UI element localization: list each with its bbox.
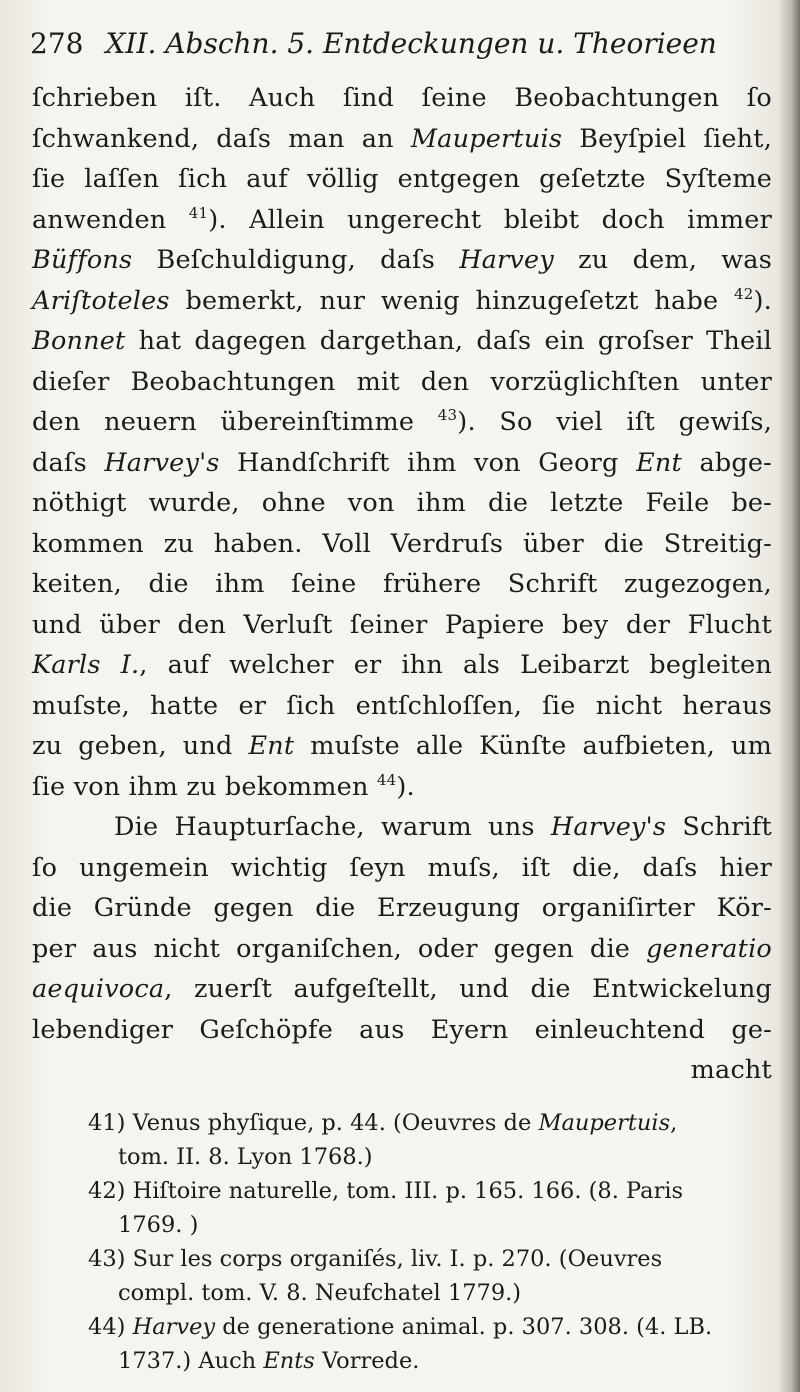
- text-line: kommen zu haben. Voll Verdruſs über die Streitig-: [32, 528, 772, 559]
- text-line: Karls I., auf welcher er ihn als Leibarzt begleiten: [32, 650, 772, 680]
- footnote-41: 41) Venus phyſique, p. 44. (Oeuvres de Maupertuis, tom. II. 8. Lyon 1768.): [88, 1110, 678, 1170]
- text-line: Bonnet hat dagegen dargethan, daſs ein groſser Theil: [32, 326, 772, 356]
- text-line: dieſer Beobachtungen mit den vorzüglichſten unter: [32, 366, 772, 397]
- footnote-44: 44) Harvey de generatione animal. p. 307. 308. (4. LB. 1737.) Auch Ents Vorrede.: [88, 1314, 713, 1374]
- text-line: ſo ungemein wichtig ſeyn muſs, iſt die, daſs hier: [32, 852, 772, 883]
- text-line: den neuern übereinſtimme $^{43}$). So viel iſt gewiſs,: [32, 406, 773, 437]
- text-line: ſie laſſen ſich auf völlig entgegen geſetzte Syſteme: [32, 164, 772, 194]
- footnotes: [88, 1106, 778, 1378]
- catchword: macht: [690, 1055, 772, 1085]
- text-line: Die Haupturſache, warum uns Harvey's Schrift: [114, 812, 772, 842]
- text-line: ſchrieben iſt. Auch ſind ſeine Beobachtungen ſo: [32, 83, 772, 113]
- text-line: anwenden $^{41}$). Allein ungerecht bleibt doch immer: [32, 203, 772, 235]
- text-line: per aus nicht organiſchen, oder gegen die generatio: [32, 933, 772, 964]
- text-line: muſste, hatte er ſich entſchloſſen, ſie nicht heraus: [32, 690, 772, 721]
- text-line: die Gründe gegen die Erzeugung organiſirter Kör-: [32, 893, 772, 923]
- running-header: [30, 22, 770, 66]
- text-line: keiten, die ihm ſeine frühere Schrift zugezogen,: [32, 569, 772, 599]
- text-line: daſs Harvey's Handſchrift ihm von Georg Ent abge-: [32, 447, 772, 478]
- text-line: aequivoca, zuerſt aufgeſtellt, und die Entwickelung: [32, 974, 772, 1004]
- running-title: XII. Abschn. 5. Entdeckungen u. Theorieen: [105, 27, 717, 60]
- footnote-ref: 42: [734, 284, 754, 303]
- footnote-ref: 44: [376, 770, 397, 789]
- footnote-ref: 43: [437, 406, 458, 424]
- text-line: Büffons Beſchuldigung, daſs Harvey zu dem, was: [32, 245, 772, 275]
- text-line: zu geben, und Ent muſste alle Künſte aufbieten, um: [32, 731, 772, 761]
- footnote-43: 43) Sur les corps organiſés, liv. I. p. 270. (Oeuvres compl. tom. V. 8. Neufchatel 1779.): [88, 1246, 663, 1306]
- footnote-42: 42) Hiſtoire naturelle, tom. III. p. 165. 166. (8. Paris 1769. ): [88, 1178, 684, 1238]
- text-line: und über den Verluſt ſeiner Papiere bey der Flucht: [32, 609, 772, 640]
- page-number: 278: [30, 27, 84, 60]
- text-line: Ariſtoteles bemerkt, nur wenig hinzugeſetzt habe $^{42}$).: [32, 284, 772, 316]
- text-line: ſie von ihm zu bekommen $^{44}$).: [32, 770, 415, 802]
- text-line: nöthigt wurde, ohne von ihm die letzte Feile be-: [32, 488, 772, 518]
- page-edge-shadow: [778, 0, 800, 1392]
- footnote-ref: 41: [188, 203, 209, 222]
- text-line: lebendiger Geſchöpfe aus Eyern einleuchtend ge-: [32, 1014, 772, 1045]
- main-text: [32, 78, 772, 1091]
- text-line: ſchwankend, daſs man an Maupertuis Beyſpiel ſieht,: [32, 123, 772, 154]
